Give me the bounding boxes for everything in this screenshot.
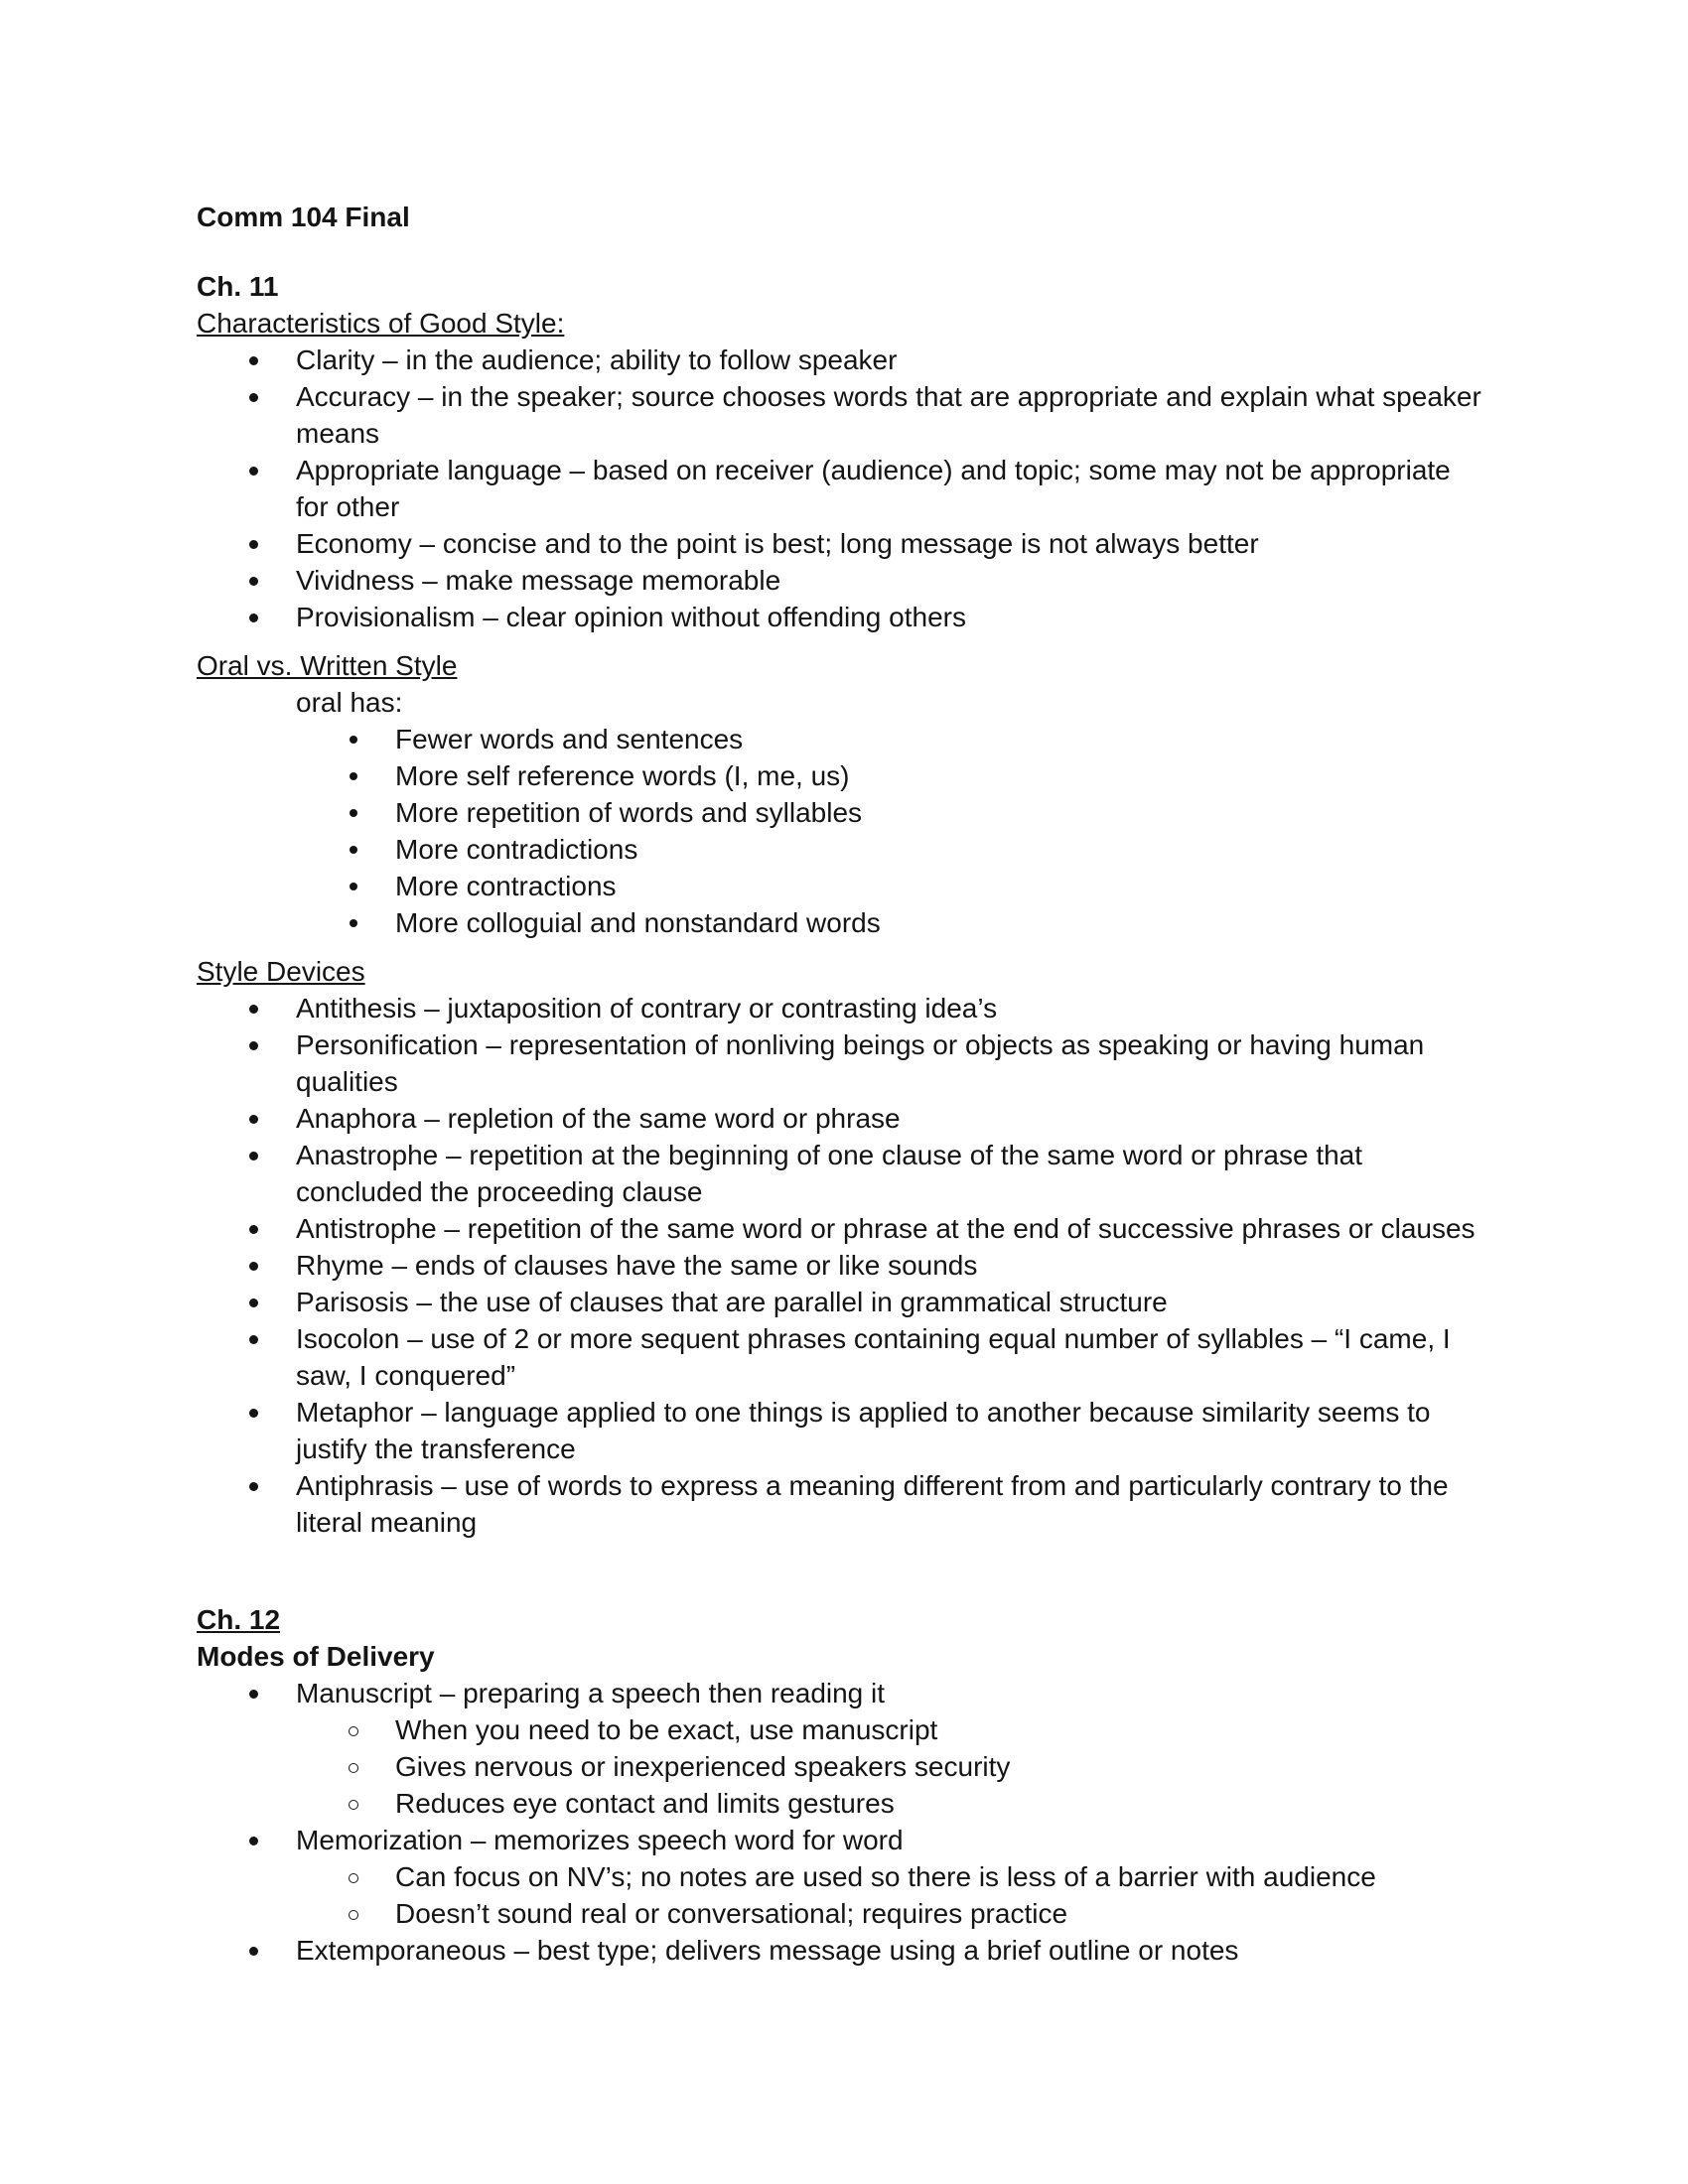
sub-list-item: Doesn’t sound real or conversational; requires practice [197,1895,1487,1932]
document-title: Comm 104 Final [197,202,410,232]
list-item: Provisionalism – clear opinion without offending others [197,599,1487,635]
oral-list [197,721,1487,941]
modes-section [197,1675,1487,1969]
list-item: More contradictions [296,831,1487,868]
list-item: Personification – representation of nonliving beings or objects as speaking or having human qualities [197,1026,1487,1100]
oral-written-section [197,647,1487,941]
list-item: Anastrophe – repetition at the beginning of one clause of the same word or phrase that concluded the proceeding clause [197,1137,1487,1210]
list-item: Antistrophe – repetition of the same word or phrase at the end of successive phrases or clauses [197,1210,1487,1247]
good-style-section [197,305,1487,635]
style-devices-section [197,953,1487,1541]
list-item: Antithesis – juxtaposition of contrary or contrasting idea’s [197,990,1487,1026]
oral-intro: oral has: [296,687,403,718]
style-devices-list [197,990,1487,1541]
list-item: More self reference words (I, me, us) [296,757,1487,794]
list-item: Appropriate language – based on receiver (audience) and topic; some may not be appropriate for other [197,452,1487,525]
list-item: Extemporaneous – best type; delivers message using a brief outline or notes [197,1932,1487,1969]
oral-written-heading: Oral vs. Written Style [197,650,458,681]
list-item: Metaphor – language applied to one things is applied to another because similarity seems to justify the transference [197,1394,1487,1467]
modes-heading: Modes of Delivery [197,1641,435,1672]
list-item: Isocolon – use of 2 or more sequent phrases containing equal number of syllables – “I came, I saw, I conquered” [197,1320,1487,1394]
sub-list-item: Reduces eye contact and limits gestures [197,1785,1487,1822]
sub-list-item: Can focus on NV’s; no notes are used so there is less of a barrier with audience [197,1858,1487,1895]
list-item: More colloguial and nonstandard words [296,904,1487,941]
good-style-list [197,341,1487,635]
list-item: Antiphrasis – use of words to express a meaning different from and particularly contrary to the literal meaning [197,1467,1487,1541]
list-item: Anaphora – repletion of the same word or phrase [197,1100,1487,1137]
list-item: Accuracy – in the speaker; source chooses words that are appropriate and explain what speaker means [197,378,1487,452]
sub-list-item: When you need to be exact, use manuscript [197,1711,1487,1748]
style-devices-heading: Style Devices [197,956,365,987]
list-item: Clarity – in the audience; ability to follow speaker [197,341,1487,378]
list-item: More contractions [296,868,1487,904]
good-style-heading: Characteristics of Good Style: [197,308,565,339]
chapter-11-heading: Ch. 11 [197,271,279,302]
list-item: More repetition of words and syllables [296,794,1487,831]
list-item: Parisosis – the use of clauses that are parallel in grammatical structure [197,1284,1487,1320]
list-item: Memorization – memorizes speech word for word [197,1822,1487,1858]
list-item: Economy – concise and to the point is best; long message is not always better [197,525,1487,562]
sub-list-item: Gives nervous or inexperienced speakers security [197,1748,1487,1785]
modes-list [197,1675,1487,1969]
list-item: Fewer words and sentences [296,721,1487,757]
chapter-12-heading: Ch. 12 [197,1604,281,1635]
list-item: Manuscript – preparing a speech then reading it [197,1675,1487,1711]
list-item: Vividness – make message memorable [197,562,1487,599]
list-item: Rhyme – ends of clauses have the same or like sounds [197,1247,1487,1284]
